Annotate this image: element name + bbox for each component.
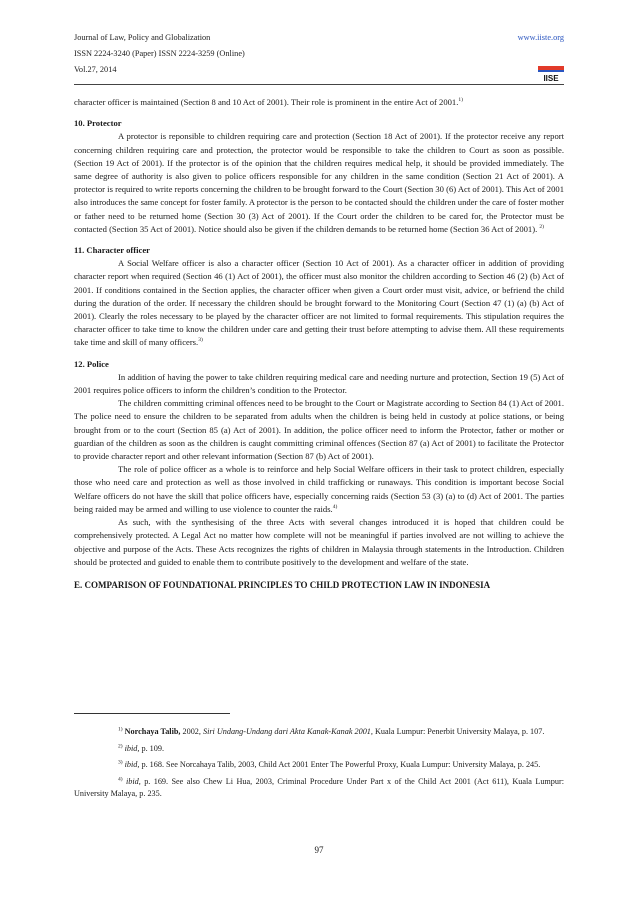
volume-line: Vol.27, 2014	[74, 65, 117, 74]
journal-url-link[interactable]: www.iiste.org	[517, 33, 564, 42]
footnote-4: $^{4)}$ ibid, p. 169. See also Chew Li Hua, 2003, Criminal Procedure Under Part x of the Child Act 2001 (Act 611), Kuala Lumpur: University Malaya, p. 235.	[74, 776, 564, 799]
iiste-logo-icon	[538, 66, 564, 82]
section-heading-protector: 10. Protector	[74, 118, 122, 129]
footnote-3: $^{3)}$ ibid, p. 168. See Norcahaya Talib, 2003, Child Act 2001 Enter The Powerful Proxy, Kuala Lumpur: University Malaya, p. 245.	[118, 759, 541, 770]
section-heading-character-officer: 11. Character officer	[74, 245, 150, 256]
footnote-divider	[74, 713, 230, 714]
protector-paragraph: A protector is reponsible to children requiring care and protection (Section 18 Act of 2001). If the protector receive any report concerning children requiring care and protection, the protector would be responsible to take the children to Court as soon as possible. (Section 19 Act of 2001). If the protector is of the opinion that the children requires medical help, it should be provided immediately. The same degree of authority is also given to police officers responsible for any children in the same condition (Section 21 Act of 2001). A protector is required to write reports concerning the children to be brought forward to the Court (Section 30 (6) Act of 2001). This Act of 2001 also introduces the same concept for foster family. A protector is the person to be contacted should the children under the care of foster mother or father need to be returned home (Section 30 (3) Act of 2001). If the Court order the children to be cared for, the Protector must be contacted (Section 35 Act of 2001). Notice should also be given if the children demands to be returned home (Section 36 Act of 2001). $^{2)}$	[74, 131, 564, 234]
police-paragraph-1: In addition of having the power to take children requiring medical care and needing nurture and protection, Section 19 (5) Act of 2001 requires police officers to inform the children’s condition to the Protector.	[74, 371, 564, 396]
running-header	[74, 30, 564, 82]
svg-text:IISE: IISE	[543, 74, 559, 82]
footnotes	[74, 726, 564, 805]
article-body	[74, 96, 564, 592]
police-paragraph-2: The children committing criminal offences need to be brought to the Court or Magistrate according to Section 84 (1) Act of 2001. The police need to ensure the children to be separated from adults when the children is being held in custody at police stations, or being brought from or to the court (Section 85 (a) Act of 2001). In addition, the police officer need to inform the Protector, father or mother or guardian of the children as soon as the children is caught committing criminal offences (Section 87 (a) Act of 2001) to facilitate the Protector to provide character report and other relevant information (Section 87 (b) Act of 2001).	[74, 398, 564, 462]
section-heading-comparison: E. COMPARISON OF FOUNDATIONAL PRINCIPLES TO CHILD PROTECTION LAW IN INDONESIA	[74, 579, 491, 590]
issn-line: ISSN 2224-3240 (Paper) ISSN 2224-3259 (Online)	[74, 49, 245, 58]
character-officer-paragraph: A Social Welfare officer is also a character officer (Section 10 Act of 2001). As a character officer in addition of providing character report when required (Section 46 (1) Act of 2001), the officer must also monitor the children according to Section 46 (2) (b) Act of 2001. If conditions contained in the Section applies, the character officer when given a Court order must visit, advice, or befriend the child during the duration of the order. If necessary the children should be brought forward to the Monitoring Court (Section 47 (1) (a) (b) Act of 2001). Clearly the roles necessary to be played by the character officer are not limited to formal requirements. This stipulation requires the character officer to take time to know the children under care and getting their trust before attempting to advise them. All these requirements take time and skill of many officers.$^{3)}$	[74, 258, 564, 348]
police-paragraph-4: As such, with the synthesising of the three Acts with several changes introduced it is hoped that children could be comprehensively protected. A Legal Act no matter how complete will not be meaningful if parties involved are not willing to achieve the objective and purpose of the Acts. These Acts recognizes the rights of children in Malaysia through statements in the Introduction. Children should be protected and guided to enable them to contribute positively to the development and welfare of the state.	[74, 517, 564, 567]
header-divider	[74, 84, 564, 85]
page-number: 97	[314, 845, 324, 855]
section-heading-police: 12. Police	[74, 358, 109, 369]
intro-paragraph: character officer is maintained (Section 8 and 10 Act of 2001). Their role is prominent in the entire Act of 2001.$^{1)}$	[74, 97, 463, 107]
footnote-1: $^{1)}$ Norchaya Talib, 2002, Siri Undang-Undang dari Akta Kanak-Kanak 2001, Kuala Lumpur: Penerbit University Malaya, p. 107.	[118, 726, 545, 736]
footnote-2: $^{2)}$ ibid, p. 109.	[118, 742, 164, 753]
journal-title: Journal of Law, Policy and Globalization	[74, 33, 211, 42]
police-paragraph-3: The role of police officer as a whole is to reinforce and help Social Welfare officers in their task to protect children, especially those who need care and protection as well as those involved in child trafficking or runaways. This condition is important becose Social Welfare officers do not have the skill that police officers have, especially concerning raids (Section 53 (3) (a) to (d) Act of 2001. The parties being raided may be armed and willing to use violence to counter the raids.$^{4)}$	[74, 464, 564, 514]
